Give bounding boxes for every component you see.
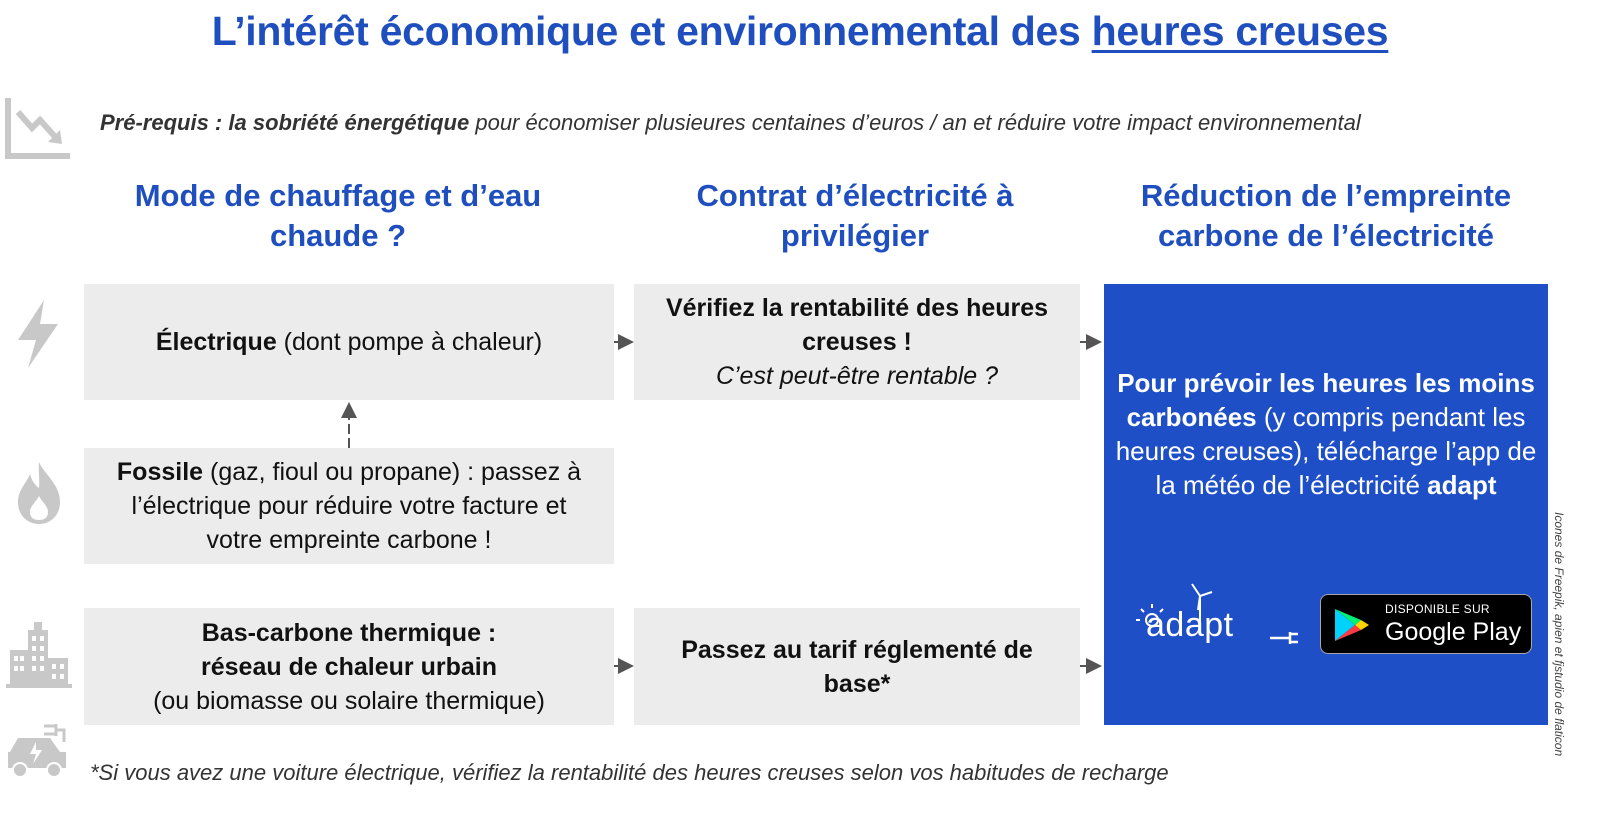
- page-title: [0, 8, 1600, 55]
- adapt-logo-text: adapt: [1146, 606, 1234, 644]
- adapt-bold-1: Pour prévoir les heures les moins carbonées: [1117, 368, 1535, 432]
- google-play-small-text: DISPONIBLE SUR: [1385, 602, 1490, 616]
- prerequisite-rest: pour économiser plusieures centaines d’euros / an et réduire votre impact environnemental: [469, 110, 1361, 135]
- electric-car-icon: [4, 722, 72, 780]
- icon-credit: Icones de Freepik, apien et fjstudio de flaticon: [1552, 512, 1566, 757]
- prerequisite-bold: Pré-requis : la sobriété énergétique: [100, 110, 470, 135]
- bascarbone-rest: (ou biomasse ou solaire thermique): [153, 686, 545, 715]
- electrique-bold: Électrique: [155, 328, 277, 356]
- box-tarif: [634, 608, 1080, 725]
- city-buildings-icon: [6, 620, 72, 688]
- bascarbone-bold-1: Bas-carbone thermique :: [201, 618, 497, 647]
- google-play-icon: [1333, 607, 1373, 643]
- box-electrique: [84, 284, 614, 400]
- chart-down-icon: [4, 94, 72, 162]
- google-play-big-text: Google Play: [1385, 618, 1522, 646]
- adapt-rest: (y compris pendant les heures creuses), télécharge l’app de la météo de l’électricité: [1115, 402, 1537, 500]
- verifiez-bold: Vérifiez la rentabilité des heures creuses !: [665, 294, 1049, 356]
- box-verifiez: [634, 284, 1080, 400]
- title-main: L’intérêt économique et environnemental des: [211, 8, 1092, 54]
- electrique-rest: (dont pompe à chaleur): [276, 328, 543, 356]
- box-bas-carbone: [84, 608, 614, 725]
- bascarbone-bold-2: réseau de chaleur urbain: [201, 652, 497, 681]
- title-underlined: heures creuses: [1091, 8, 1389, 54]
- verifiez-italic: C’est peut-être rentable ?: [715, 362, 999, 390]
- flame-icon: [14, 460, 64, 526]
- adapt-logo[interactable]: [1130, 582, 1310, 654]
- footnote: *Si vous avez une voiture électrique, vérifiez la rentabilité des heures creuses selon vos habitudes de recharge: [90, 760, 1169, 785]
- fossile-bold: Fossile: [116, 458, 204, 486]
- column-header-chauffage: Mode de chauffage et d’eau chaude ?: [134, 178, 542, 253]
- box-fossile: [84, 448, 614, 564]
- prerequisite-text: [100, 110, 1361, 136]
- adapt-description: [1104, 366, 1548, 502]
- adapt-promo-box: [1104, 284, 1548, 725]
- adapt-bold-2: adapt: [1427, 470, 1497, 500]
- lightning-icon: [14, 298, 62, 370]
- fossile-rest: (gaz, fioul ou propane) : passez à l’électrique pour réduire votre facture et votre empreinte carbone !: [131, 458, 582, 554]
- tarif-bold: Passez au tarif réglementé de base*: [681, 635, 1033, 698]
- google-play-badge[interactable]: [1320, 594, 1532, 654]
- column-header-reduction: Réduction de l’empreinte carbone de l’électricité: [1140, 178, 1512, 253]
- column-header-contrat: Contrat d’électricité à privilégier: [696, 178, 1014, 253]
